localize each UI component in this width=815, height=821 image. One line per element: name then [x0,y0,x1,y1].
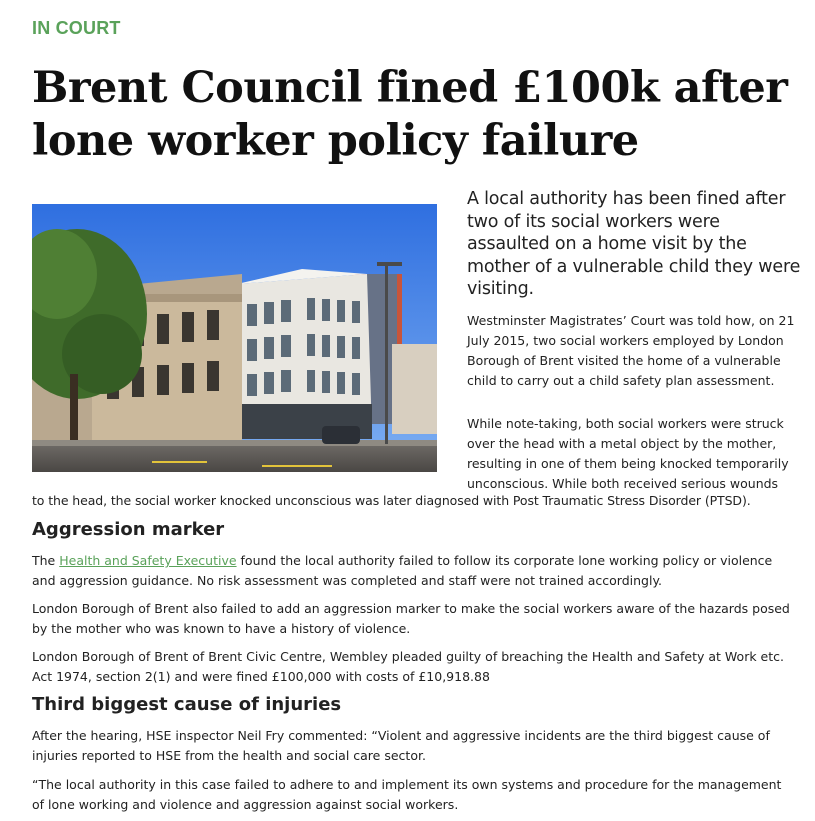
civic-centre-photo [32,204,437,472]
paragraph-marker [32,599,792,639]
paragraph-prefix: The [32,553,60,568]
section-heading-third-biggest-cause: Third biggest cause of injuries [32,694,342,715]
paragraph-text: London Borough of Brent of Brent Civic Centre, Wembley pleaded guilty of breaching the Health and Safety at Work etc. Act 1974, section 2(1) and were fined £100,000 with costs of £10,918.88 [32,649,784,684]
section-kicker: IN COURT [32,18,121,38]
paragraph-hse [32,551,792,591]
article-photo [32,204,437,472]
paragraph-inspector-quote [32,726,792,766]
paragraph-assault [467,414,807,494]
paragraph-suffix: found the local authority failed to follow its corporate lone working policy or violence and aggression guidance. No risk assessment was completed and staff were not trained accordingly. [32,553,773,588]
paragraph-text: Westminster Magistrates’ Court was told how, on 21 July 2015, two social workers employed by London Borough of Brent visited the home of a vulnerable child to carry out a child safety plan assessment. [467,313,795,388]
paragraph-fine [32,647,792,687]
article-headline: Brent Council fined £100k after lone worker policy failure [32,63,788,166]
paragraph-text: After the hearing, HSE inspector Neil Fry commented: “Violent and aggressive incidents are the third biggest cause of injuries reported to HSE from the health and social care sector. [32,728,770,763]
hse-link[interactable]: Health and Safety Executive [59,553,237,568]
paragraph-text: to the head, the social worker knocked unconscious was later diagnosed with Post Traumatic Stress Disorder (PTSD). [32,493,751,508]
paragraph-assault-continued [32,491,812,511]
paragraph-court [467,311,807,391]
article-standfirst: A local authority has been fined after two of its social workers were assaulted on a home visit by the mother of a vulnerable child they were visiting. [467,189,801,299]
paragraph-text: London Borough of Brent also failed to add an aggression marker to make the social workers aware of the hazards posed by the mother who was known to have a history of violence. [32,601,790,636]
paragraph-text: “The local authority in this case failed to adhere to and implement its own systems and procedure for the management of lone working and violence and aggression against social workers. [32,777,782,812]
section-heading-aggression-marker: Aggression marker [32,519,225,540]
paragraph-authority-quote [32,775,792,815]
paragraph-text: While note-taking, both social workers were struck over the head with a metal object by the mother, resulting in one of them being knocked temporarily unconscious. While both received serious wounds [467,416,789,491]
